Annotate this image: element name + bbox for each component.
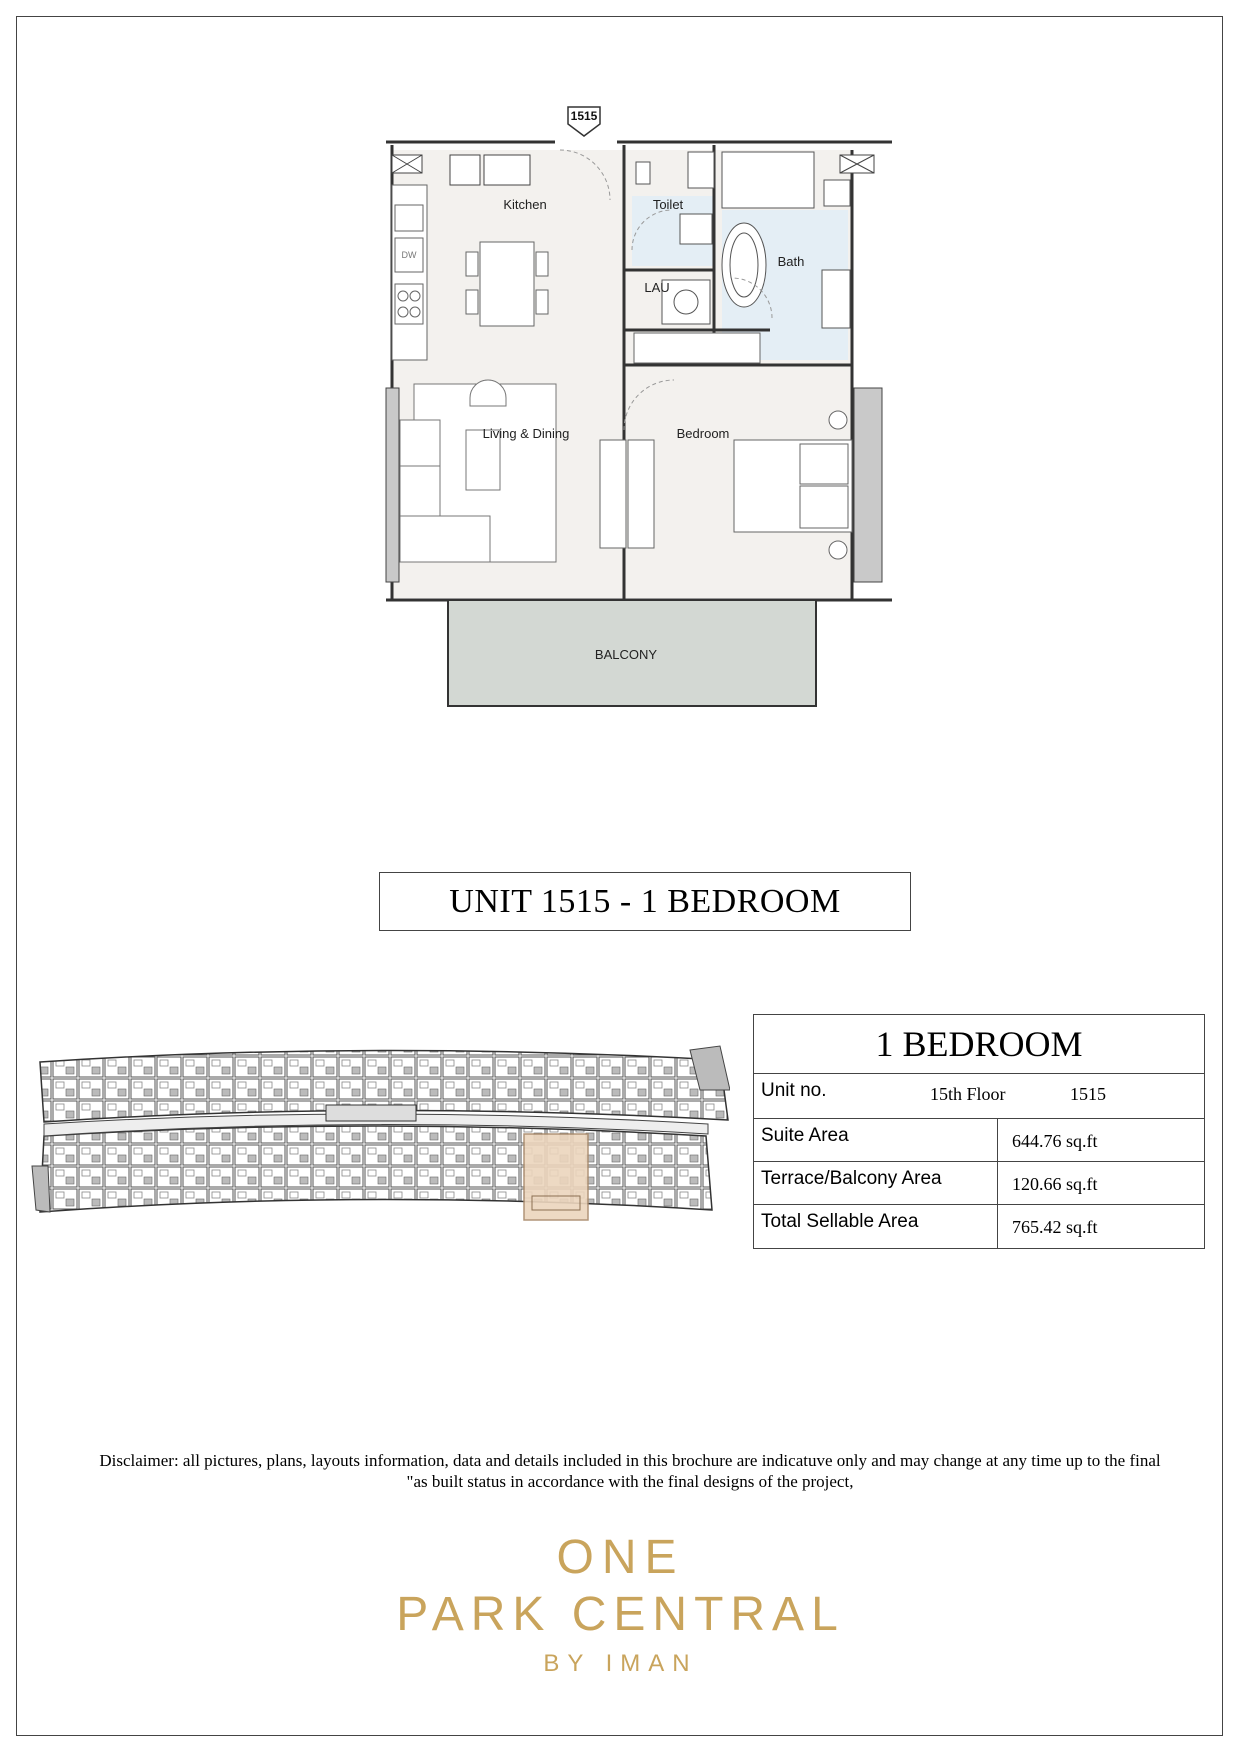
logo-line-one: ONE	[556, 1531, 685, 1584]
unit-title	[379, 872, 911, 931]
unit-row	[754, 1074, 1204, 1119]
room-label-bath: Bath	[777, 254, 805, 269]
room-label-kitchen: Kitchen	[503, 197, 547, 212]
room-label-toilet: Toilet	[652, 197, 684, 212]
room-label-balcony: BALCONY	[594, 647, 658, 662]
row-value: 765.42 sq.ft	[1012, 1217, 1098, 1237]
unit-title-text: UNIT 1515 - 1 BEDROOM	[449, 882, 841, 920]
floor-value: 15th Floor	[930, 1084, 1006, 1104]
row-label: Total Sellable Area	[754, 1205, 998, 1248]
disclaimer-line-1: Disclaimer: all pictures, plans, layouts information, data and details included in this brochure are indicatuve only and may change at any time up to the final	[99, 1451, 1161, 1470]
unit-number-value: 1515	[1070, 1084, 1106, 1104]
room-label-lau: LAU	[644, 280, 670, 295]
row-value: 644.76 sq.ft	[1012, 1131, 1098, 1151]
room-label-living: Living & Dining	[482, 426, 570, 441]
key-plan	[30, 1040, 730, 1230]
disclaimer-line-2: "as built status in accordance with the final designs of the project,	[406, 1472, 854, 1491]
row-label: Terrace/Balcony Area	[754, 1162, 998, 1204]
logo-line-by-iman: BY IMAN	[543, 1650, 698, 1677]
logo-line-park-central: PARK CENTRAL	[396, 1588, 845, 1641]
row-value: 120.66 sq.ft	[1012, 1174, 1098, 1194]
room-label-bedroom: Bedroom	[676, 426, 730, 441]
unit-label: Unit no.	[761, 1080, 827, 1101]
unit-info-table	[753, 1014, 1205, 1249]
info-heading: 1 BEDROOM	[754, 1015, 1204, 1074]
unit-tag: 1515	[570, 109, 598, 123]
disclaimer	[60, 1450, 1200, 1492]
table-row	[754, 1205, 1204, 1248]
floor-plan	[380, 100, 900, 720]
table-row	[754, 1119, 1204, 1162]
appliance-label-dw: DW	[401, 250, 417, 260]
brand-logo	[0, 1530, 1241, 1684]
table-row	[754, 1162, 1204, 1205]
row-label: Suite Area	[754, 1119, 998, 1161]
